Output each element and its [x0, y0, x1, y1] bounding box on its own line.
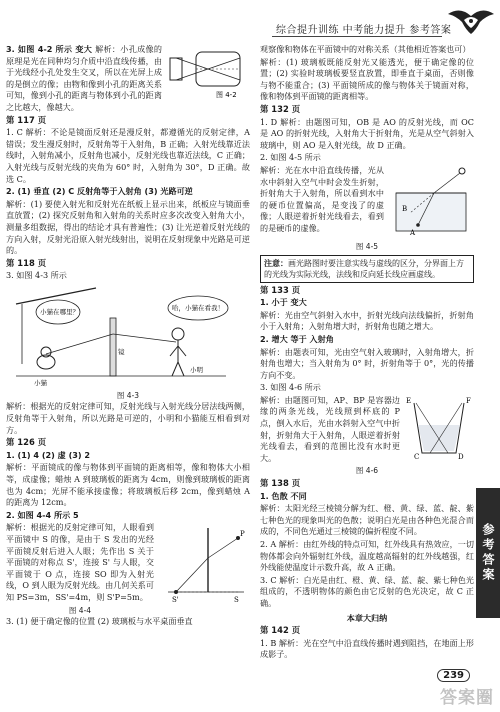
q3-118: 3. 如图 4-3 所示	[6, 270, 67, 281]
figure-4-4-caption: 图 4-4	[68, 605, 92, 615]
q1-126-explanation: 解析：平面镜成的像与物体到平面镜的距离相等，像和物体大小相等，成虚像；蜡烛 A 到玻璃板的距离为 4cm，则像到玻璃板的距离也为 4cm；光屏不能承接虚像；将玻璃板后移 2cm，像到蜡烛 A 的距离为 12cm。	[6, 462, 250, 508]
page-ref-118: 第 118 页	[6, 257, 47, 268]
q2-117-answer: 2. (1) 垂直 (2) C 反射角等于入射角 (3) 光路可逆	[6, 186, 193, 197]
figure-4-2-caption: 图 4-2	[216, 91, 237, 99]
header-rule	[272, 36, 442, 37]
q2-138: 2. A 解析：由红外线的特点可知，红外线具有热效应，一切物体都会向外辐射红外线，温度越高辐射的红外线越强，红外线能使温度计示数升高，故 A 正确。	[260, 539, 474, 573]
label-s: S	[234, 596, 239, 605]
q1-133-explanation: 解析：光由空气斜射入水中，折射光线向法线偏折，折射角小于入射角；入射角增大时，折射角也随之增大。	[260, 309, 474, 332]
q2-132-explanation: 解析：光在水中沿直线传播，光从水中斜射入空气中时会发生折射，折射角大于入射角，所以看到水中的硬币位置偏高，是变浅了的虚像；人眼逆着折射光线看去，看到的是硬币的虚像。	[260, 164, 384, 233]
page-ref-132: 第 132 页	[260, 103, 301, 114]
figure-4-3	[6, 284, 236, 388]
q3-126: 3. (1) 便于确定像的位置 (2) 玻璃板与水平桌面垂直	[6, 616, 193, 627]
figure-4-5	[388, 165, 474, 241]
q3-133-answer: 3. 如图 4-6 所示	[260, 382, 321, 393]
q2-133-explanation: 解析：由题表可知，光由空气射入玻璃时，入射角增大，折射角也增大；当入射角为 0° 时，折射角等于 0°，光的传播方向不变。	[260, 346, 474, 380]
q2-126-explanation: 解析：根据光的反射定律可知，人眼看到平面镜中 S 的像，是由于 S 发出的光经平面镜反射后进入人眼；先作出 S 关于平面镜的对称点 S'，连接 S' 与人眼，交平面镜于 O 点，连接 SO 即为入射光线，O 到人眼为反射光线。由几何关系可知 PS=3m，SS'=4m，则 S'P=5m。	[6, 522, 154, 602]
bubble-boy: 哈，小猫在看我！	[172, 303, 224, 312]
watermark: 答案圈	[440, 688, 494, 708]
page-ref-138: 第 138 页	[260, 478, 301, 489]
right-column	[260, 44, 474, 662]
label-a: A	[410, 228, 416, 237]
q2-117-explanation: 解析：(1) 要使入射光和反射光在纸板上显示出来，纸板应与镜面垂直放置；(2) 探究反射角和入射角的关系时应多次改变入射角大小，测量多组数据，得出的结论才具有普遍性；(3) 让光逆着反射光线的方向入射，反射光沿原入射光线射出，说明在反射现象中光路是可逆的。	[6, 198, 250, 256]
q1-126-answer: 1. (1) 4 (2) 虚 (3) 2	[6, 449, 91, 460]
q3-133-explanation: 解析：由题图可知，AP、BP 是容器边缘的两条光线，光线照到杯底的 P 点，倒入水后，光由水斜射入空气中折射，折射角大于入射角，人眼逆着折射光线看去，看到的范围比没有水时更大。	[260, 394, 400, 463]
page-number: 239	[437, 669, 470, 682]
q2-133-answer: 2. 增大 等于 入射角	[260, 333, 334, 344]
section-title: 本章大归纳	[346, 612, 388, 623]
figure-4-4	[158, 522, 250, 608]
page-ref-133: 第 133 页	[260, 284, 301, 295]
page-header	[0, 0, 500, 40]
note-tag: 注意：	[264, 258, 288, 268]
eagle-logo-icon	[446, 4, 496, 40]
q1-138-answer: 1. 色散 不同	[260, 490, 307, 501]
label-b: B	[402, 204, 408, 213]
figure-4-2	[166, 44, 250, 100]
bubble-cat: 小猫在哪里？	[40, 307, 79, 316]
label-f: F	[466, 396, 471, 405]
right-top-text: 观察像和物体在平面镜中的对称关系（其他相近答案也可）	[260, 44, 471, 54]
figure-4-6-caption: 图 4-6	[355, 466, 379, 476]
label-p: P	[240, 530, 245, 539]
label-d: D	[458, 452, 464, 461]
q2-126-answer: 2. 如图 4-4 所示 5	[6, 509, 79, 520]
q1-117: 1. C 解析：不论是镜面反射还是漫反射，都遵循光的反射定律，A 错误；发生漫反射时，反射角等于入射角，B 正确；入射光线靠近法线时，入射角减小，反射角也减小，反射光线也靠近法线，C 正确；入射光线与反射光线的夹角为 60° 时，入射角为 30°，D 正确。故选 C。	[6, 127, 250, 184]
right-explanation-1: 解析：(1) 玻璃板既能反射光又能透光，便于确定像的位置；(2) 实验时玻璃板要竖直放置，即垂直于桌面，否则像与物不能重合；(3) 平面镜所成的像与物体关于镜面对称，像和物体到平面镜的距离相等。	[260, 56, 474, 102]
label-s-prime: S'	[172, 596, 179, 605]
q1-133-answer: 1. 小于 变大	[260, 297, 307, 308]
label-cat: 小猫	[34, 378, 47, 387]
note-text: 画光路图时要注意实线与虚线的区分，分界面上方的光线为实际光线，法线和反向延长线应画虚线。	[264, 258, 464, 279]
left-column	[6, 44, 250, 629]
page-ref-117: 第 117 页	[6, 114, 47, 125]
page-ref-142: 第 142 页	[260, 625, 301, 636]
q1-142: 1. B 解析：光在空气中沿直线传播时遇到阻挡，在地面上形成影子。	[260, 637, 474, 660]
label-c: C	[414, 452, 420, 461]
q3-answer: 3. 如图 4-2 所示 变大	[6, 44, 93, 54]
q1-132: 1. D 解析：由题图可知，OB 是 AO 的反射光线，而 OC 是 AO 的折射光线，入射角大于折射角，光是从空气斜射入玻璃中，则 AO 是入射光线，故 D 正确。	[260, 116, 474, 150]
header-title: 综合提升训练 中考能力提升 参考答案	[276, 25, 452, 36]
label-boy: 小明	[190, 365, 203, 374]
figure-4-6	[404, 395, 474, 461]
q1-138-explanation: 解析：太阳光经三棱镜分解为红、橙、黄、绿、蓝、靛、紫七种色光的现象叫光的色散；说明白光是由各种色光混合而成的，不同色光通过三棱镜的偏折程度不同。	[260, 503, 474, 537]
note-box	[260, 255, 474, 283]
figure-4-5-caption: 图 4-5	[355, 241, 379, 251]
q2-132-answer: 2. 如图 4-5 所示	[260, 152, 321, 163]
label-mirror: 镜	[118, 347, 125, 356]
q3-118-explanation: 解析：根据光的反射定律可知，反射光线与入射光线分居法线两侧，反射角等于入射角，所以光路是可逆的，小明和小猫能互相看到对方。	[6, 401, 250, 435]
figure-4-3-caption: 图 4-3	[116, 390, 140, 400]
q3-138: 3. C 解析：白光是由红、橙、黄、绿、蓝、靛、紫七种色光组成的，不透明物体的颜色由它反射的色光决定，故 C 正确。	[260, 574, 474, 608]
label-e: E	[406, 396, 412, 405]
page-ref-126: 第 126 页	[6, 437, 47, 448]
q3-explanation: 解析：小孔成像的原理是光在同种均匀介质中沿直线传播，由于光线经小孔处发生交叉，所以在光屏上成的是倒立的像；由物和像到小孔的距离关系可知，像到小孔的距离与物体到小孔的距离之比越大，像越大。	[6, 44, 162, 112]
answers-side-tab: 参考答案	[476, 488, 500, 618]
